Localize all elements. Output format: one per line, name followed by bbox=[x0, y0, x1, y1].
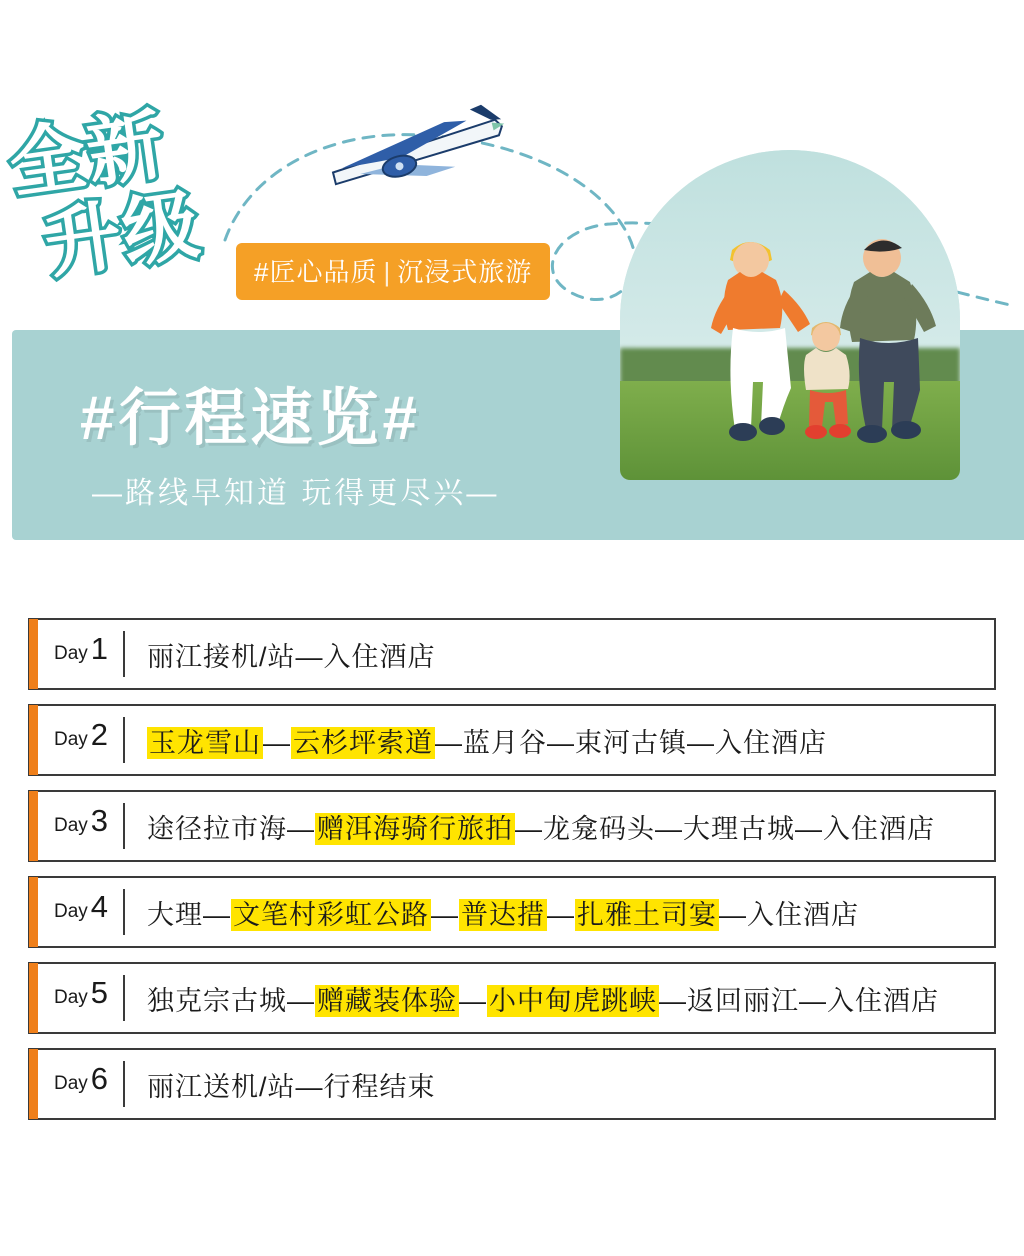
itinerary-row[interactable] bbox=[28, 704, 996, 776]
day-prefix: Day bbox=[53, 729, 88, 750]
day-accent-bar bbox=[29, 791, 38, 861]
tagline-right: 沉浸式旅游 bbox=[397, 257, 533, 287]
day-number: 1 bbox=[90, 631, 109, 666]
day-accent-bar bbox=[29, 963, 38, 1033]
day-label bbox=[39, 717, 125, 763]
highlighted-segment: 玉龙雪山 bbox=[149, 727, 261, 758]
day-label bbox=[39, 1061, 125, 1107]
day-number: 5 bbox=[90, 975, 109, 1010]
plain-segment: — bbox=[263, 727, 291, 758]
hero-badge-line-1: 全新 bbox=[4, 102, 171, 209]
highlighted-segment: 云杉坪索道 bbox=[293, 727, 433, 758]
day-prefix: Day bbox=[53, 987, 88, 1008]
highlighted-segment: 赠洱海骑行旅拍 bbox=[317, 813, 513, 844]
hero-band-right-extension bbox=[964, 330, 1024, 540]
day-prefix: Day bbox=[53, 815, 88, 836]
hero-badge-line-2: 升级 bbox=[39, 182, 207, 289]
plain-segment: 途径拉市海— bbox=[147, 813, 315, 844]
itinerary-row[interactable] bbox=[28, 618, 996, 690]
tagline-left: #匠心品质 bbox=[254, 257, 378, 287]
plain-segment: — bbox=[547, 899, 575, 930]
page-title: #行程速览# bbox=[80, 384, 421, 453]
day-number: 4 bbox=[90, 889, 109, 924]
day-accent-bar bbox=[29, 705, 38, 775]
plain-segment: 丽江送机/站—行程结束 bbox=[147, 1071, 436, 1102]
day-accent-bar bbox=[29, 877, 38, 947]
day-number: 3 bbox=[90, 803, 109, 838]
hero-badge-title bbox=[5, 93, 262, 333]
day-description bbox=[125, 893, 859, 932]
day-description bbox=[125, 1065, 436, 1104]
plain-segment: 大理— bbox=[147, 899, 231, 930]
page-subtitle: —路线早知道 玩得更尽兴— bbox=[92, 477, 500, 510]
day-accent-bar bbox=[29, 1049, 38, 1119]
day-label bbox=[39, 889, 125, 935]
family-photo bbox=[620, 150, 960, 480]
plain-segment: — bbox=[431, 899, 459, 930]
plain-segment: —返回丽江—入住酒店 bbox=[659, 985, 939, 1016]
itinerary-list bbox=[28, 618, 996, 1134]
itinerary-row[interactable] bbox=[28, 962, 996, 1034]
plain-segment: 丽江接机/站—入住酒店 bbox=[147, 641, 436, 672]
day-description bbox=[125, 807, 935, 846]
day-label bbox=[39, 803, 125, 849]
day-prefix: Day bbox=[53, 901, 88, 922]
highlighted-segment: 文笔村彩虹公路 bbox=[233, 899, 429, 930]
day-label bbox=[39, 631, 125, 677]
itinerary-row[interactable] bbox=[28, 790, 996, 862]
day-description bbox=[125, 979, 939, 1018]
photo-people bbox=[620, 150, 960, 480]
day-number: 2 bbox=[90, 717, 109, 752]
itinerary-row[interactable] bbox=[28, 876, 996, 948]
day-label bbox=[39, 975, 125, 1021]
highlighted-segment: 赠藏装体验 bbox=[317, 985, 457, 1016]
day-prefix: Day bbox=[53, 1073, 88, 1094]
plain-segment: —入住酒店 bbox=[719, 899, 859, 930]
day-number: 6 bbox=[90, 1061, 109, 1096]
day-prefix: Day bbox=[53, 643, 88, 664]
hero-tagline bbox=[236, 243, 550, 300]
highlighted-segment: 扎雅土司宴 bbox=[577, 899, 717, 930]
plain-segment: 独克宗古城— bbox=[147, 985, 315, 1016]
highlighted-segment: 小中甸虎跳峡 bbox=[489, 985, 657, 1016]
highlighted-segment: 普达措 bbox=[461, 899, 545, 930]
day-description bbox=[125, 721, 827, 760]
itinerary-row[interactable] bbox=[28, 1048, 996, 1120]
airplane-icon bbox=[300, 90, 530, 210]
plain-segment: —蓝月谷—束河古镇—入住酒店 bbox=[435, 727, 827, 758]
plain-segment: — bbox=[459, 985, 487, 1016]
tagline-separator: | bbox=[383, 257, 392, 287]
plain-segment: —龙龛码头—大理古城—入住酒店 bbox=[515, 813, 935, 844]
day-description bbox=[125, 635, 436, 674]
hero-section bbox=[0, 0, 1024, 560]
day-accent-bar bbox=[29, 619, 38, 689]
